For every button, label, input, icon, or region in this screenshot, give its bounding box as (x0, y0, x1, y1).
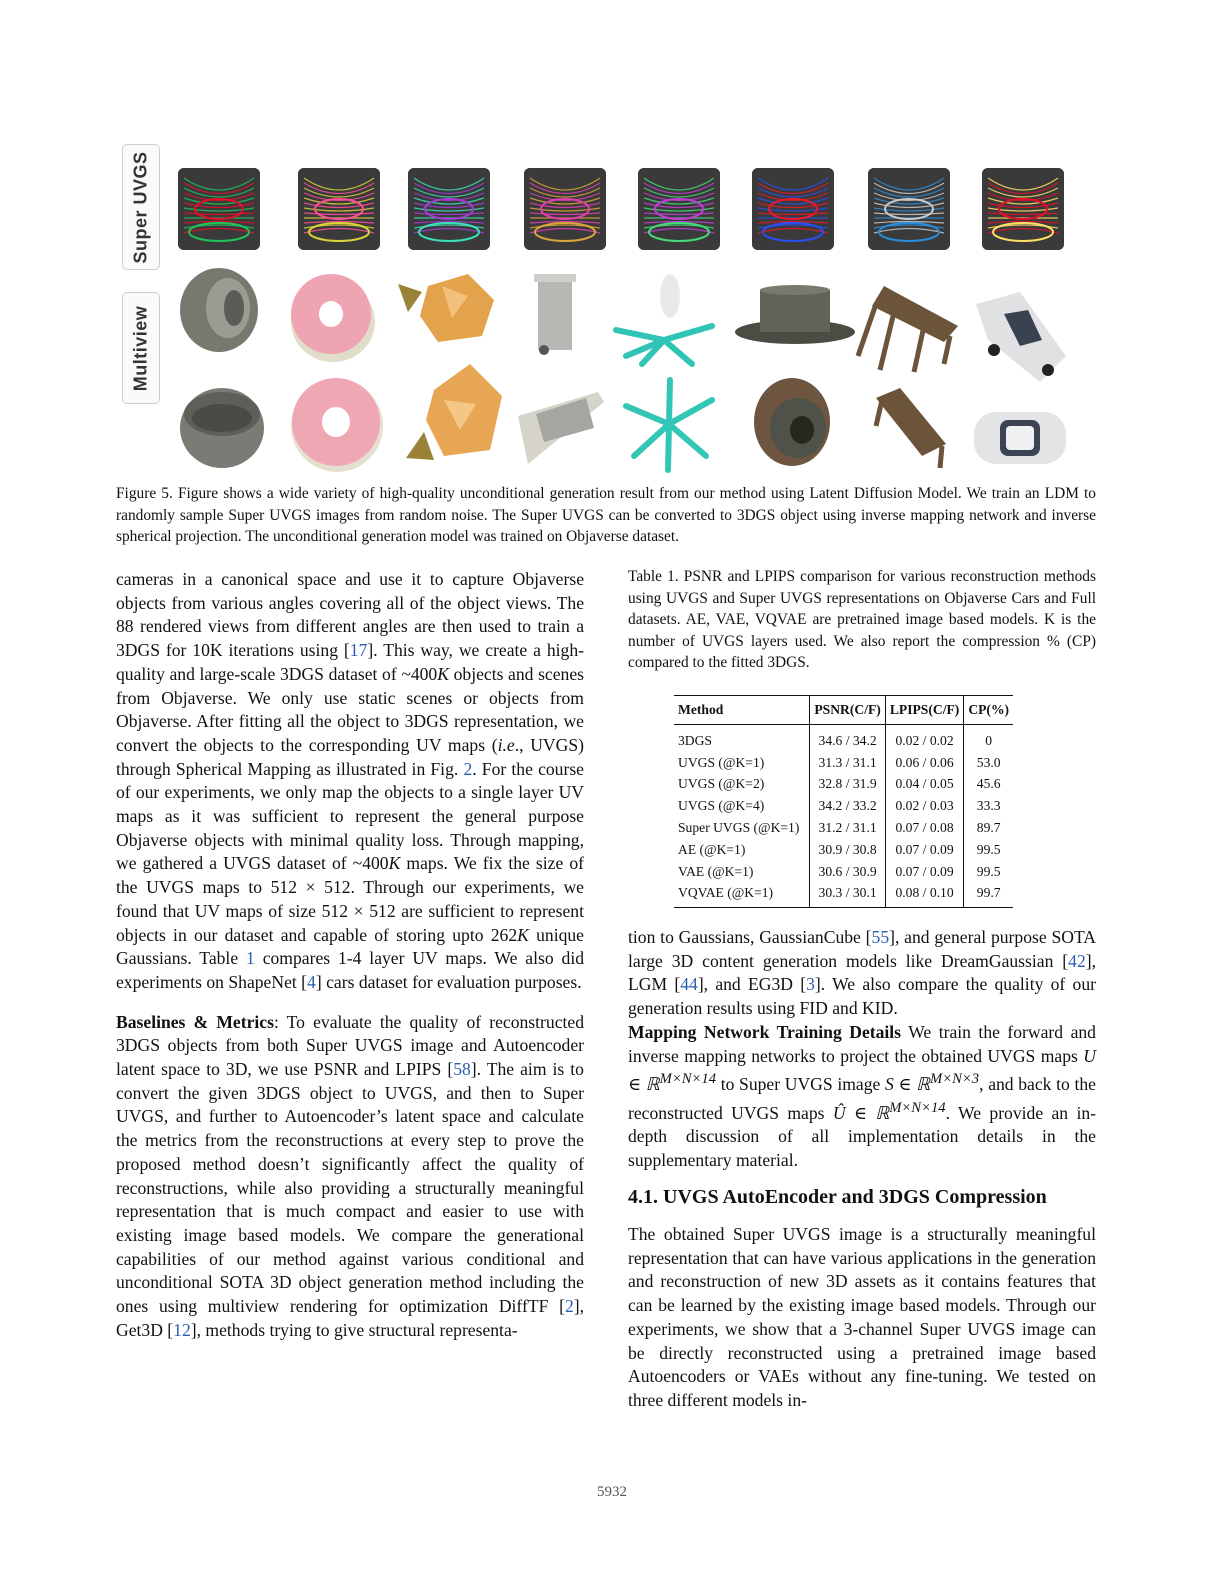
table-cell: 89.7 (976, 820, 1001, 836)
table-header-cell: PSNR(C/F) (810, 696, 885, 725)
figure-5 (116, 140, 1096, 480)
paragraph-baselines-continued: tion to Gaussians, GaussianCube [55], and general purpose SOTA large 3D content generation models like DreamGaussian [42], LGM [44], and EG3D [3]. We also compare the quality of our generation results using FID and KID. (628, 927, 1097, 1019)
table-cell: 0.07 / 0.09 (885, 839, 963, 861)
multiview-ring-top (178, 264, 260, 354)
multiview-plant-top (612, 270, 716, 366)
paragraph-dataset: cameras in a canonical space and use it to capture Objaverse objects from various angles covering all of the object views. The 88 rendered views from different angles are then used to train a 3DGS for 10K iterations using [17]. This way, we create a high-quality and large-scale 3DGS dataset of ~400K objects and scenes from Objaverse. We only use static scenes or objects from Objaverse. After fitting all the object to 3DGS representation, we convert the objects to the corresponding UV maps (i.e., UVGS) through Spherical Mapping as illustrated in Fig. 2. For the course of our experiments, we only map the objects to a single layer UV maps as it was sufficient to represent the general purpose Objaverse objects with minimal quality loss. Through mapping, we gathered a UVGS dataset of ~400K maps. We fix the size of the UVGS maps to 512 × 512. Through our experiments, we found that UV maps of size 512 × 512 are sufficient to represent objects in our dataset and capable of storing upto 262K unique Gaussians. Table 1 compares 1-4 layer UV maps. We also did experiments on ShapeNet [4] cars dataset for evaluation purposes. (116, 569, 585, 992)
row-label-super-uvgs (122, 144, 160, 270)
paragraph-baselines-metrics: Baselines & Metrics: To evaluate the quality of reconstructed 3DGS objects from both Super UVGS image and Autoencoder latent space to 3D, we use PSNR and LPIPS [58]. The aim is to convert the given 3DGS object to UVGS, and then to Super UVGS, and further to Autoencoder’s latent space and calculate the metrics from the reconstructions at every step to prove the proposed method doesn’t significantly affect the quality of reconstructions, while also providing a structurally meaningful representation that is much compact and easier to use with existing image based models. We compare the generational capabilities of our method against various conditional and unconditional SOTA 3D object generation method including the ones using multiview rendering for optimization DiffTF [2], Get3D [12], methods trying to give structural representa- (116, 1011, 584, 1340)
citation-link[interactable]: 17 (349, 640, 368, 661)
multiview-ring-bottom (178, 378, 266, 474)
citation-link[interactable]: 3 (806, 974, 815, 995)
row-label-text: Multiview (130, 305, 151, 391)
table-cell: UVGS (@K=4) (674, 795, 810, 817)
table-cell: 99.5 (976, 841, 1001, 857)
table-cell: 99.7 (964, 883, 1013, 908)
uv-pineapple-tile (408, 168, 490, 250)
table-cell: 30.6 / 30.9 (810, 861, 885, 883)
multiview-plant-bottom (622, 376, 716, 472)
uv-table-tile (868, 168, 950, 250)
table-cell: 0.08 / 0.10 (885, 883, 963, 908)
table-header-cell: LPIPS(C/F) (885, 696, 963, 725)
table-cell: 30.3 / 30.1 (810, 883, 885, 908)
table-row (674, 817, 1013, 839)
table-cell: Super UVGS (@K=1) (674, 817, 810, 839)
citation-link[interactable]: 58 (453, 1059, 471, 1080)
multiview-pineapple-bottom (404, 360, 504, 470)
right-column (628, 926, 1096, 1173)
citation-link[interactable]: 2 (564, 1296, 574, 1317)
paragraph-lead: Mapping Network Training Details (628, 1021, 902, 1042)
table-cell: 3DGS (674, 725, 810, 752)
table-cell: 34.2 / 33.2 (810, 795, 885, 817)
multiview-donut-bottom (288, 372, 386, 474)
table-cell: 32.8 / 31.9 (810, 774, 885, 796)
table-caption: Table 1. PSNR and LPIPS comparison for various reconstruction methods using UVGS and Super UVGS representations on Objaverse Cars and Full datasets. AE, VAE, VQVAE are pretrained image based models. K is the number of UVGS layers used. We also report the compression % (CP) compared to the fitted 3DGS. (628, 568, 1096, 672)
table-ref-link[interactable]: 1 (246, 948, 255, 969)
table-cell: 0.04 / 0.05 (885, 774, 963, 796)
multiview-table-bottom (872, 386, 952, 470)
table-cell: 0.02 / 0.03 (885, 795, 963, 817)
paragraph-autoencoder: The obtained Super UVGS image is a structurally meaningful representation that can have various applications in the generation and reconstruction of new 3D assets as it contains features that can be learned by the existing image based models. Through our experiments, we show that a 3-channel Super UVGS image can be directly reconstructed using a pretrained image based Autoencoders or VAEs without any fine-tuning. We tested on three different models in- (628, 1224, 1096, 1410)
table-cell: 30.9 / 30.8 (810, 839, 885, 861)
table-row (674, 774, 1013, 796)
multiview-donut-top (288, 268, 378, 364)
multiview-pineapple-top (398, 266, 498, 346)
table-cell: VAE (@K=1) (674, 861, 810, 883)
citation-link[interactable]: 4 (307, 971, 316, 992)
figure-ref-link[interactable]: 2 (463, 758, 473, 779)
uv-ring-tile (178, 168, 260, 250)
uv-trashcan-tile (524, 168, 606, 250)
table-cell: 33.3 (976, 798, 1001, 814)
table-cell: 0.06 / 0.06 (885, 752, 963, 774)
table-cell: VQVAE (@K=1) (674, 883, 810, 908)
uv-car-tile (982, 168, 1064, 250)
table-cell: 34.6 / 34.2 (810, 725, 885, 752)
table-header-cell: Method (674, 696, 810, 725)
table-cell: UVGS (@K=2) (674, 774, 810, 796)
table-cell: 0.02 / 0.02 (885, 725, 963, 752)
figure-caption: Figure 5. Figure shows a wide variety of high-quality unconditional generation result from our method using Latent Diffusion Model. We train an LDM to randomly sample Super UVGS images from random noise. The Super UVGS can be converted to 3DGS object using inverse mapping network and inverse spherical projection. The unconditional generation model was trained on Objaverse dataset. (116, 485, 1096, 545)
citation-link[interactable]: 44 (680, 974, 698, 995)
table-row (674, 795, 1013, 817)
page-number: 5932 (597, 1484, 627, 1500)
multiview-hat-top (734, 286, 856, 348)
table-cell: 0.07 / 0.08 (885, 817, 963, 839)
table-cell: 99.5 (976, 863, 1001, 879)
uv-hat-tile (752, 168, 834, 250)
multiview-table-top (854, 282, 960, 374)
table-cell: 31.2 / 31.1 (810, 817, 885, 839)
table-row (674, 861, 1013, 883)
left-column (116, 568, 584, 1343)
citation-link[interactable]: 55 (871, 927, 890, 947)
multiview-car-top (968, 290, 1068, 384)
multiview-trashcan-bottom (514, 380, 604, 470)
table-cell: AE (@K=1) (674, 839, 810, 861)
table-cell: 31.3 / 31.1 (810, 752, 885, 774)
table-row (674, 883, 1013, 908)
citation-link[interactable]: 42 (1068, 950, 1086, 971)
section-heading: 4.1. UVGS AutoEncoder and 3DGS Compression (628, 1186, 1047, 1208)
table-header-cell: CP(%) (964, 696, 1013, 725)
table-cell: 0.07 / 0.09 (885, 861, 963, 883)
table-row (674, 839, 1013, 861)
uv-plant-tile (638, 168, 720, 250)
table-header-row (674, 696, 1013, 725)
results-table (674, 695, 1013, 908)
table-row (674, 752, 1013, 774)
table-cell: 0 (985, 732, 993, 748)
row-label-text: Super UVGS (130, 150, 151, 264)
paragraph-mapping-network: Mapping Network Training Details We train the forward and inverse mapping networks to project the obtained UVGS maps U ∈ ℝ$^{M\times N\times 14}$ to Super UVGS image S ∈ ℝ$^{M\times N\times 3}$, and back to the reconstructed UVGS maps Û ∈ ℝ$^{M\times N\times 14}$. We provide an in-depth discussion of all implementation details in the supplementary material. (628, 1021, 1096, 1171)
table-cell: 45.6 (976, 776, 1001, 792)
multiview-trashcan-top (524, 270, 586, 358)
row-label-multiview (122, 292, 160, 404)
paragraph-lead: Baselines & Metrics (116, 1011, 274, 1032)
uv-donut-tile (298, 168, 380, 250)
multiview-hat-bottom (752, 372, 832, 468)
table-row (674, 725, 1013, 752)
table-cell: 53.0 (976, 754, 1001, 770)
citation-link[interactable]: 12 (173, 1319, 191, 1340)
multiview-car-bottom (972, 406, 1068, 470)
table-cell: UVGS (@K=1) (674, 752, 810, 774)
